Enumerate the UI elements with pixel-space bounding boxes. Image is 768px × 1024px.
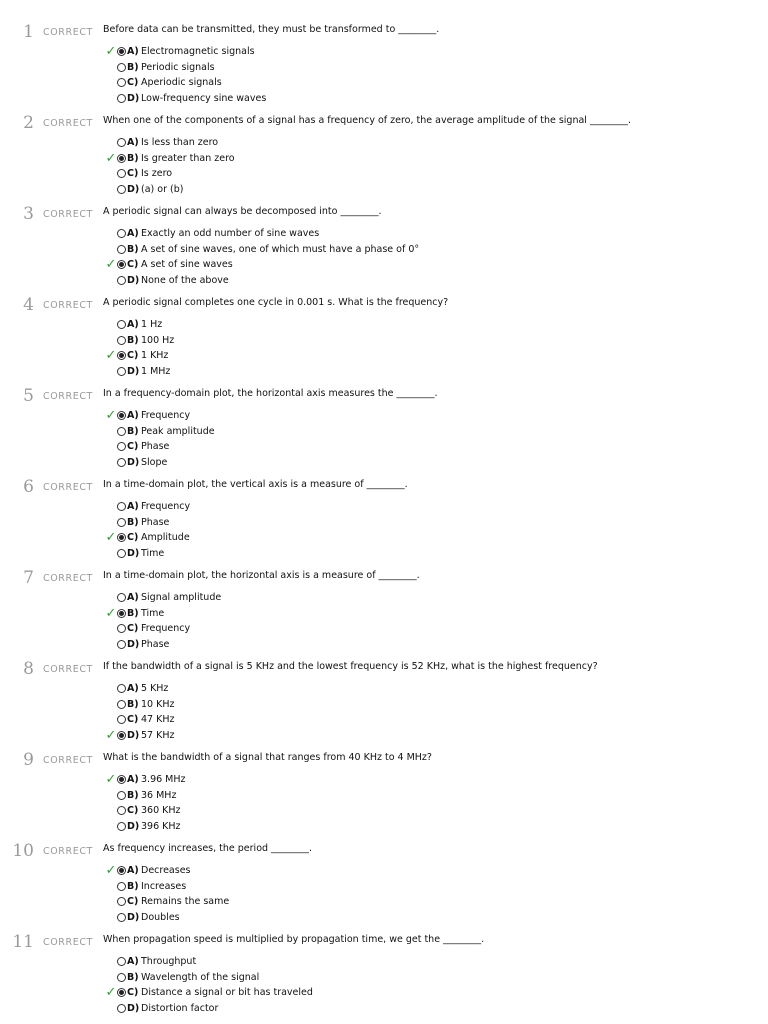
option-letter: C) — [127, 532, 139, 544]
option-text: 360 KHz — [141, 805, 181, 817]
checkmark-icon: ✓ — [105, 408, 117, 423]
option-letter: B) — [127, 152, 139, 164]
option-text: Is less than zero — [141, 137, 219, 148]
option-text: 100 Hz — [141, 334, 175, 346]
question-prompt: When one of the components of a signal has a frequency of zero, the average amplitude of the signal ________. — [103, 115, 631, 126]
question-item — [0, 202, 768, 293]
option-letter: B) — [127, 61, 139, 73]
question-number: 1 — [23, 22, 34, 42]
radio-selected-icon[interactable] — [117, 154, 126, 163]
radio-empty-icon[interactable] — [117, 549, 126, 558]
option-text: Periodic signals — [141, 61, 215, 73]
option-text: A set of sine waves, one of which must have a phase of 0° — [141, 243, 420, 255]
radio-empty-icon[interactable] — [117, 63, 126, 72]
question-number: 5 — [23, 386, 34, 406]
option-letter: B) — [127, 880, 139, 892]
option-text: Decreases — [141, 865, 191, 876]
option-letter: D) — [127, 92, 140, 104]
option-text: Frequency — [141, 623, 191, 635]
radio-empty-icon[interactable] — [117, 957, 126, 966]
status-label: CORRECT — [43, 209, 93, 220]
option-letter: A) — [127, 137, 139, 148]
question-item — [0, 657, 768, 748]
option-letter: D) — [127, 547, 140, 559]
option-letter: B) — [127, 425, 139, 437]
checkmark-icon: ✓ — [105, 257, 117, 273]
status-label: CORRECT — [43, 937, 93, 948]
option-text: Distance a signal or bit has traveled — [141, 987, 313, 999]
option-text: Phase — [141, 638, 170, 650]
radio-empty-icon[interactable] — [117, 169, 126, 178]
radio-empty-icon[interactable] — [117, 518, 126, 527]
option-text: Low-frequency sine waves — [141, 92, 267, 104]
radio-empty-icon[interactable] — [117, 320, 126, 329]
radio-empty-icon[interactable] — [117, 458, 126, 467]
checkmark-icon: ✓ — [105, 44, 117, 59]
checkmark-icon: ✓ — [105, 863, 117, 878]
radio-empty-icon[interactable] — [117, 822, 126, 831]
option-letter: C) — [127, 623, 139, 635]
option-letter: A) — [127, 956, 139, 967]
question-number: 7 — [23, 568, 34, 588]
question-prompt: If the bandwidth of a signal is 5 KHz and the lowest frequency is 52 KHz, what is the highest frequency? — [103, 661, 598, 672]
radio-empty-icon[interactable] — [117, 973, 126, 982]
quiz-results-list — [0, 20, 768, 1021]
radio-selected-icon[interactable] — [117, 988, 126, 997]
radio-empty-icon[interactable] — [117, 502, 126, 511]
radio-empty-icon[interactable] — [117, 245, 126, 254]
option-letter: A) — [127, 228, 139, 239]
radio-empty-icon[interactable] — [117, 897, 126, 906]
option-text: 1 Hz — [141, 319, 163, 330]
option-letter: A) — [127, 319, 139, 330]
question-number: 8 — [23, 659, 34, 679]
option-letter: C) — [127, 805, 139, 817]
radio-empty-icon[interactable] — [117, 185, 126, 194]
radio-selected-icon[interactable] — [117, 260, 126, 269]
question-number: 11 — [12, 932, 34, 952]
status-label: CORRECT — [43, 573, 93, 584]
status-label: CORRECT — [43, 664, 93, 675]
option-text: Is zero — [141, 168, 173, 180]
checkmark-icon: ✓ — [105, 150, 117, 166]
radio-empty-icon[interactable] — [117, 806, 126, 815]
question-prompt: In a frequency-domain plot, the horizontal axis measures the ________. — [103, 388, 438, 399]
question-item — [0, 839, 768, 930]
question-prompt: A periodic signal can always be decomposed into ________. — [103, 206, 382, 217]
question-number: 4 — [23, 295, 34, 315]
question-number: 2 — [23, 113, 34, 133]
status-label: CORRECT — [43, 482, 93, 493]
checkmark-icon: ✓ — [105, 727, 117, 743]
option-letter: D) — [127, 1002, 140, 1014]
option-text: 396 KHz — [141, 820, 181, 832]
option-text: Time — [141, 607, 165, 619]
radio-selected-icon[interactable] — [117, 609, 126, 618]
option-text: Signal amplitude — [141, 592, 222, 603]
status-label: CORRECT — [43, 118, 93, 129]
option-letter: C) — [127, 714, 139, 726]
radio-selected-icon[interactable] — [117, 411, 126, 420]
option-text: Frequency — [141, 410, 191, 421]
radio-selected-icon[interactable] — [117, 866, 126, 875]
question-number: 3 — [23, 204, 34, 224]
status-label: CORRECT — [43, 755, 93, 766]
option-letter: A) — [127, 410, 139, 421]
option-text: (a) or (b) — [141, 183, 184, 195]
option-letter: A) — [127, 865, 139, 876]
option-letter: C) — [127, 896, 139, 908]
status-label: CORRECT — [43, 300, 93, 311]
radio-selected-icon[interactable] — [117, 47, 126, 56]
question-prompt: A periodic signal completes one cycle in 0.001 s. What is the frequency? — [103, 297, 449, 308]
radio-empty-icon[interactable] — [117, 640, 126, 649]
option-letter: D) — [127, 820, 140, 832]
radio-selected-icon[interactable] — [117, 533, 126, 542]
option-letter: B) — [127, 698, 139, 710]
option-letter: A) — [127, 592, 139, 603]
question-item — [0, 475, 768, 566]
radio-empty-icon[interactable] — [117, 1004, 126, 1013]
option-text: 1 KHz — [141, 350, 169, 362]
option-letter: A) — [127, 774, 139, 785]
checkmark-icon: ✓ — [105, 605, 117, 621]
checkmark-icon: ✓ — [105, 985, 117, 1001]
question-item — [0, 384, 768, 475]
option-letter: D) — [127, 183, 140, 195]
option-letter: D) — [127, 638, 140, 650]
radio-empty-icon[interactable] — [117, 427, 126, 436]
option-letter: B) — [127, 334, 139, 346]
radio-empty-icon[interactable] — [117, 700, 126, 709]
option-letter: B) — [127, 789, 139, 801]
option-letter: D) — [127, 911, 140, 923]
option-text: 36 MHz — [141, 789, 177, 801]
question-number: 6 — [23, 477, 34, 497]
option-text: Phase — [141, 441, 170, 453]
option-text: Time — [141, 547, 165, 559]
radio-empty-icon[interactable] — [117, 229, 126, 238]
option-text: Increases — [141, 880, 187, 892]
status-label: CORRECT — [43, 391, 93, 402]
radio-empty-icon[interactable] — [117, 367, 126, 376]
checkmark-icon: ✓ — [105, 530, 117, 546]
status-label: CORRECT — [43, 27, 93, 38]
option-letter: C) — [127, 168, 139, 180]
option-letter: D) — [127, 274, 140, 286]
option-text: Wavelength of the signal — [141, 971, 260, 983]
option-text: 47 KHz — [141, 714, 175, 726]
question-item — [0, 748, 768, 839]
option-letter: A) — [127, 46, 139, 57]
option-letter: B) — [127, 243, 139, 255]
option-letter: D) — [127, 456, 140, 468]
question-prompt: As frequency increases, the period ________. — [103, 843, 313, 854]
question-prompt: In a time-domain plot, the vertical axis is a measure of ________. — [103, 479, 408, 490]
radio-selected-icon[interactable] — [117, 731, 126, 740]
radio-empty-icon[interactable] — [117, 913, 126, 922]
option-text: Amplitude — [141, 532, 190, 544]
option-letter: D) — [127, 365, 140, 377]
option-text: None of the above — [141, 274, 229, 286]
question-prompt: In a time-domain plot, the horizontal axis is a measure of ________. — [103, 570, 420, 581]
radio-empty-icon[interactable] — [117, 882, 126, 891]
question-prompt: When propagation speed is multiplied by propagation time, we get the ________. — [103, 934, 485, 945]
option-letter: A) — [127, 501, 139, 512]
option-text: A set of sine waves — [141, 259, 233, 271]
question-item — [0, 111, 768, 202]
radio-selected-icon[interactable] — [117, 351, 126, 360]
radio-empty-icon[interactable] — [117, 276, 126, 285]
option-text: Doubles — [141, 911, 180, 923]
option-text: 57 KHz — [141, 729, 175, 741]
option-text: Slope — [141, 456, 168, 468]
question-item — [0, 293, 768, 384]
radio-empty-icon[interactable] — [117, 715, 126, 724]
option-text: 5 KHz — [141, 683, 169, 694]
option-text: Is greater than zero — [141, 152, 235, 164]
option-text: Phase — [141, 516, 170, 528]
checkmark-icon: ✓ — [105, 348, 117, 364]
question-item — [0, 20, 768, 111]
radio-empty-icon[interactable] — [117, 78, 126, 87]
option-text: 3.96 MHz — [141, 774, 186, 785]
option-text: 1 MHz — [141, 365, 171, 377]
radio-empty-icon[interactable] — [117, 791, 126, 800]
option-text: Frequency — [141, 501, 191, 512]
question-prompt: Before data can be transmitted, they must be transformed to ________. — [103, 24, 440, 35]
option-text: 10 KHz — [141, 698, 175, 710]
option-letter: A) — [127, 683, 139, 694]
option-letter: C) — [127, 259, 139, 271]
radio-empty-icon[interactable] — [117, 624, 126, 633]
question-number: 10 — [12, 841, 34, 861]
checkmark-icon: ✓ — [105, 772, 117, 787]
question-item — [0, 930, 768, 1021]
question-number: 9 — [23, 750, 34, 770]
option-text: Aperiodic signals — [141, 77, 222, 89]
radio-empty-icon[interactable] — [117, 336, 126, 345]
option-text: Distortion factor — [141, 1002, 219, 1014]
option-letter: B) — [127, 971, 139, 983]
option-text: Electromagnetic signals — [141, 46, 255, 57]
option-text: Peak amplitude — [141, 425, 215, 437]
option-letter: B) — [127, 607, 139, 619]
option-letter: D) — [127, 729, 140, 741]
radio-selected-icon[interactable] — [117, 775, 126, 784]
radio-empty-icon[interactable] — [117, 138, 126, 147]
radio-empty-icon[interactable] — [117, 94, 126, 103]
radio-empty-icon[interactable] — [117, 442, 126, 451]
option-letter: B) — [127, 516, 139, 528]
option-letter: C) — [127, 441, 139, 453]
question-item — [0, 566, 768, 657]
option-text: Remains the same — [141, 896, 230, 908]
option-text: Exactly an odd number of sine waves — [141, 228, 320, 239]
radio-empty-icon[interactable] — [117, 593, 126, 602]
option-letter: C) — [127, 77, 139, 89]
option-letter: C) — [127, 987, 139, 999]
radio-empty-icon[interactable] — [117, 684, 126, 693]
question-prompt: What is the bandwidth of a signal that ranges from 40 KHz to 4 MHz? — [103, 752, 432, 763]
status-label: CORRECT — [43, 846, 93, 857]
option-letter: C) — [127, 350, 139, 362]
option-text: Throughput — [141, 956, 197, 967]
